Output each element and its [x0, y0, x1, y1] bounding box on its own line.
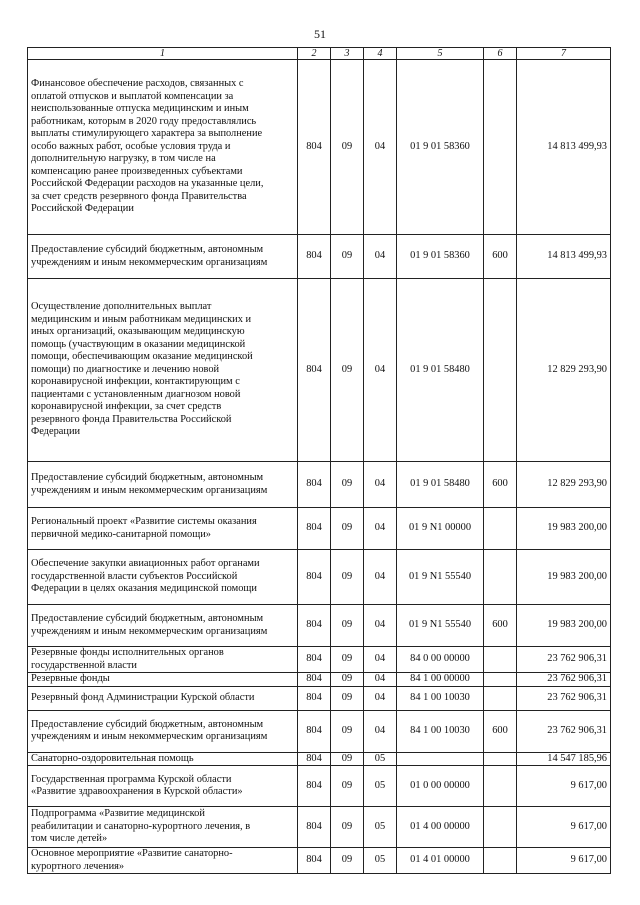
row-description: [28, 508, 298, 550]
amount: 19 983 200,00: [517, 605, 611, 647]
subsection-code: 04: [364, 605, 397, 647]
subsection-code: 04: [364, 710, 397, 752]
subsection-code: 05: [364, 807, 397, 848]
target-article-code: 84 0 00 00000: [397, 647, 484, 673]
description-line: учреждениям и иным некоммерческим организациям: [31, 625, 268, 637]
description-line: Предоставление субсидий бюджетным, автономным: [31, 472, 264, 483]
section-code: 09: [331, 605, 364, 647]
description-line: первичной медико-санитарной помощи»: [31, 528, 211, 540]
description-line: учреждениям и иным некоммерческим организациям: [31, 484, 268, 496]
expense-type-code: [484, 848, 517, 874]
expense-type-code: [484, 807, 517, 848]
table-row: [28, 508, 611, 550]
amount: 19 983 200,00: [517, 508, 611, 550]
ministry-code: 804: [298, 462, 331, 508]
description-line: Федерации: [31, 426, 81, 438]
header-col-4: 4: [364, 48, 397, 60]
ministry-code: 804: [298, 752, 331, 766]
row-description: [28, 550, 298, 605]
row-description: [28, 686, 298, 710]
section-code: 09: [331, 462, 364, 508]
target-article-code: 01 9 01 58480: [397, 279, 484, 462]
amount: 23 762 906,31: [517, 686, 611, 710]
table-row: [28, 766, 611, 807]
ministry-code: 804: [298, 60, 331, 235]
section-code: 09: [331, 673, 364, 687]
row-description: [28, 766, 298, 807]
description-line: Подпрограмма «Развитие медицинской: [31, 808, 205, 820]
ministry-code: 804: [298, 766, 331, 807]
description-line: Осуществление дополнительных выплат: [31, 301, 212, 313]
ministry-code: 804: [298, 807, 331, 848]
amount: 14 547 185,96: [517, 752, 611, 766]
amount: 23 762 906,31: [517, 673, 611, 687]
header-col-5: 5: [397, 48, 484, 60]
amount: 12 829 293,90: [517, 279, 611, 462]
subsection-code: 04: [364, 686, 397, 710]
subsection-code: 04: [364, 673, 397, 687]
table-header-row: [28, 48, 611, 60]
subsection-code: 04: [364, 462, 397, 508]
description-line: коронавирусной инфекции, контактирующим с: [31, 376, 240, 388]
table-row: [28, 235, 611, 279]
expense-type-code: [484, 508, 517, 550]
target-article-code: 84 1 00 10030: [397, 686, 484, 710]
description-line: помощь (участвующим в оказании медицинской: [31, 338, 246, 350]
section-code: 09: [331, 60, 364, 235]
description-line: Российской Федерации: [31, 203, 134, 215]
subsection-code: 05: [364, 752, 397, 766]
row-description: [28, 605, 298, 647]
ministry-code: 804: [298, 848, 331, 874]
budget-table: [27, 47, 611, 874]
table-row: [28, 710, 611, 752]
expense-type-code: [484, 279, 517, 462]
row-description: [28, 235, 298, 279]
row-description: [28, 710, 298, 752]
ministry-code: 804: [298, 235, 331, 279]
row-description: [28, 279, 298, 462]
section-code: 09: [331, 848, 364, 874]
description-line: иных организаций, оказывающим медицинскую: [31, 326, 245, 338]
description-line: Предоставление субсидий бюджетным, автономным: [31, 244, 264, 255]
table-row: [28, 550, 611, 605]
description-line: Российской Федерации расходов на указанные цели,: [31, 178, 264, 190]
target-article-code: 01 4 00 00000: [397, 807, 484, 848]
target-article-code: 01 9 N1 00000: [397, 508, 484, 550]
expense-type-code: [484, 752, 517, 766]
ministry-code: 804: [298, 686, 331, 710]
ministry-code: 804: [298, 550, 331, 605]
ministry-code: 804: [298, 279, 331, 462]
header-col-3: 3: [331, 48, 364, 60]
section-code: 09: [331, 752, 364, 766]
subsection-code: 04: [364, 60, 397, 235]
row-description: [28, 647, 298, 673]
expense-type-code: 600: [484, 605, 517, 647]
amount: 9 617,00: [517, 807, 611, 848]
description-line: учреждениям и иным некоммерческим организациям: [31, 256, 268, 268]
target-article-code: 01 9 01 58360: [397, 60, 484, 235]
amount: 9 617,00: [517, 766, 611, 807]
subsection-code: 04: [364, 647, 397, 673]
description-line: Предоставление субсидий бюджетным, автономным: [31, 718, 264, 730]
expense-type-code: [484, 550, 517, 605]
target-article-code: 01 9 N1 55540: [397, 550, 484, 605]
page-number: 51: [314, 27, 326, 41]
description-line: Государственная программа Курской области: [31, 773, 232, 785]
ministry-code: 804: [298, 647, 331, 673]
section-code: 09: [331, 807, 364, 848]
description-line: особо важных работ, особые условия труда и: [31, 140, 231, 152]
section-code: 09: [331, 508, 364, 550]
amount: 14 813 499,93: [517, 60, 611, 235]
target-article-code: 01 4 01 00000: [397, 848, 484, 874]
header-col-1: 1: [28, 48, 298, 60]
description-line: оплатой отпусков и выплатой компенсации за: [31, 90, 234, 102]
description-line: Региональный проект «Развитие системы оказания: [31, 516, 257, 527]
description-line: работникам, которым в 2020 году предоставлялись: [31, 115, 257, 127]
expense-type-code: [484, 766, 517, 807]
section-code: 09: [331, 550, 364, 605]
section-code: 09: [331, 686, 364, 710]
description-line: курортного лечения»: [31, 860, 125, 872]
description-line: государственной власти: [31, 659, 137, 671]
table-row: [28, 279, 611, 462]
expense-type-code: 600: [484, 462, 517, 508]
description-line: дополнительную нагрузку, в том числе на: [31, 153, 216, 165]
subsection-code: 05: [364, 766, 397, 807]
table-row: [28, 647, 611, 673]
expense-type-code: [484, 673, 517, 687]
ministry-code: 804: [298, 605, 331, 647]
target-article-code: 01 9 01 58480: [397, 462, 484, 508]
description-line: государственной власти субъектов Российской: [31, 570, 238, 582]
description-line: неиспользованные отпуска медицинским и иным: [31, 103, 249, 115]
expense-type-code: 600: [484, 710, 517, 752]
target-article-code: 84 1 00 00000: [397, 673, 484, 687]
description-line: помощи, обеспечивающим оказание медицинской: [31, 351, 253, 363]
subsection-code: 04: [364, 235, 397, 279]
subsection-code: 04: [364, 508, 397, 550]
target-article-code: [397, 752, 484, 766]
amount: 19 983 200,00: [517, 550, 611, 605]
amount: 9 617,00: [517, 848, 611, 874]
description-line: за счет средств резервного фонда Правительства: [31, 190, 247, 202]
target-article-code: 01 9 01 58360: [397, 235, 484, 279]
table-row: [28, 462, 611, 508]
subsection-code: 05: [364, 848, 397, 874]
description-line: Обеспечение закупки авиационных работ органами: [31, 558, 260, 570]
amount: 23 762 906,31: [517, 710, 611, 752]
table-row: [28, 605, 611, 647]
ministry-code: 804: [298, 710, 331, 752]
table-row: [28, 807, 611, 848]
expense-type-code: 600: [484, 235, 517, 279]
ministry-code: 804: [298, 673, 331, 687]
section-code: 09: [331, 766, 364, 807]
section-code: 09: [331, 710, 364, 752]
description-line: коронавирусной инфекции, за счет средств: [31, 401, 222, 413]
description-line: медицинским и иным работникам медицинских и: [31, 313, 252, 325]
expense-type-code: [484, 686, 517, 710]
table-row: [28, 752, 611, 766]
amount: 12 829 293,90: [517, 462, 611, 508]
amount: 14 813 499,93: [517, 235, 611, 279]
subsection-code: 04: [364, 279, 397, 462]
row-description: [28, 848, 298, 874]
row-description: [28, 752, 298, 766]
table-row: [28, 60, 611, 235]
row-description: [28, 60, 298, 235]
description-line: том числе детей»: [31, 833, 108, 845]
table-row: [28, 673, 611, 687]
description-line: реабилитации и санаторно-курортного лечения, в: [31, 820, 251, 832]
header-col-2: 2: [298, 48, 331, 60]
description-line: помощи) по диагностике и лечению новой: [31, 363, 220, 375]
ministry-code: 804: [298, 508, 331, 550]
description-line: учреждениям и иным некоммерческим организациям: [31, 731, 268, 742]
table-row: [28, 848, 611, 874]
description-line: Федерации в целях оказания медицинской помощи: [31, 583, 257, 595]
row-description: [28, 462, 298, 508]
row-description: [28, 673, 298, 687]
subsection-code: 04: [364, 550, 397, 605]
expense-type-code: [484, 647, 517, 673]
row-description: [28, 807, 298, 848]
expense-type-code: [484, 60, 517, 235]
description-line: выплаты стимулирующего характера за выполнение: [31, 128, 263, 140]
description-line: пациентами с установленным диагнозом новой: [31, 388, 241, 400]
target-article-code: 84 1 00 10030: [397, 710, 484, 752]
description-line: Резервный фонд Администрации Курской области: [31, 691, 255, 703]
description-line: резервного фонда Правительства Российской: [31, 413, 232, 425]
section-code: 09: [331, 647, 364, 673]
description-line: Основное мероприятие «Развитие санаторно-: [31, 848, 233, 859]
target-article-code: 01 0 00 00000: [397, 766, 484, 807]
description-line: Санаторно-оздоровительная помощь: [31, 752, 194, 764]
amount: 23 762 906,31: [517, 647, 611, 673]
description-line: «Развитие здравоохранения в Курской области»: [31, 786, 243, 797]
section-code: 09: [331, 279, 364, 462]
description-line: Резервные фонды: [31, 673, 110, 684]
description-line: Финансовое обеспечение расходов, связанных с: [31, 78, 244, 90]
description-line: Резервные фонды исполнительных органов: [31, 647, 224, 658]
header-col-7: 7: [517, 48, 611, 60]
table-row: [28, 686, 611, 710]
target-article-code: 01 9 N1 55540: [397, 605, 484, 647]
section-code: 09: [331, 235, 364, 279]
header-col-6: 6: [484, 48, 517, 60]
description-line: компенсацию ранее произведенных субъектами: [31, 165, 243, 177]
description-line: Предоставление субсидий бюджетным, автономным: [31, 613, 264, 624]
